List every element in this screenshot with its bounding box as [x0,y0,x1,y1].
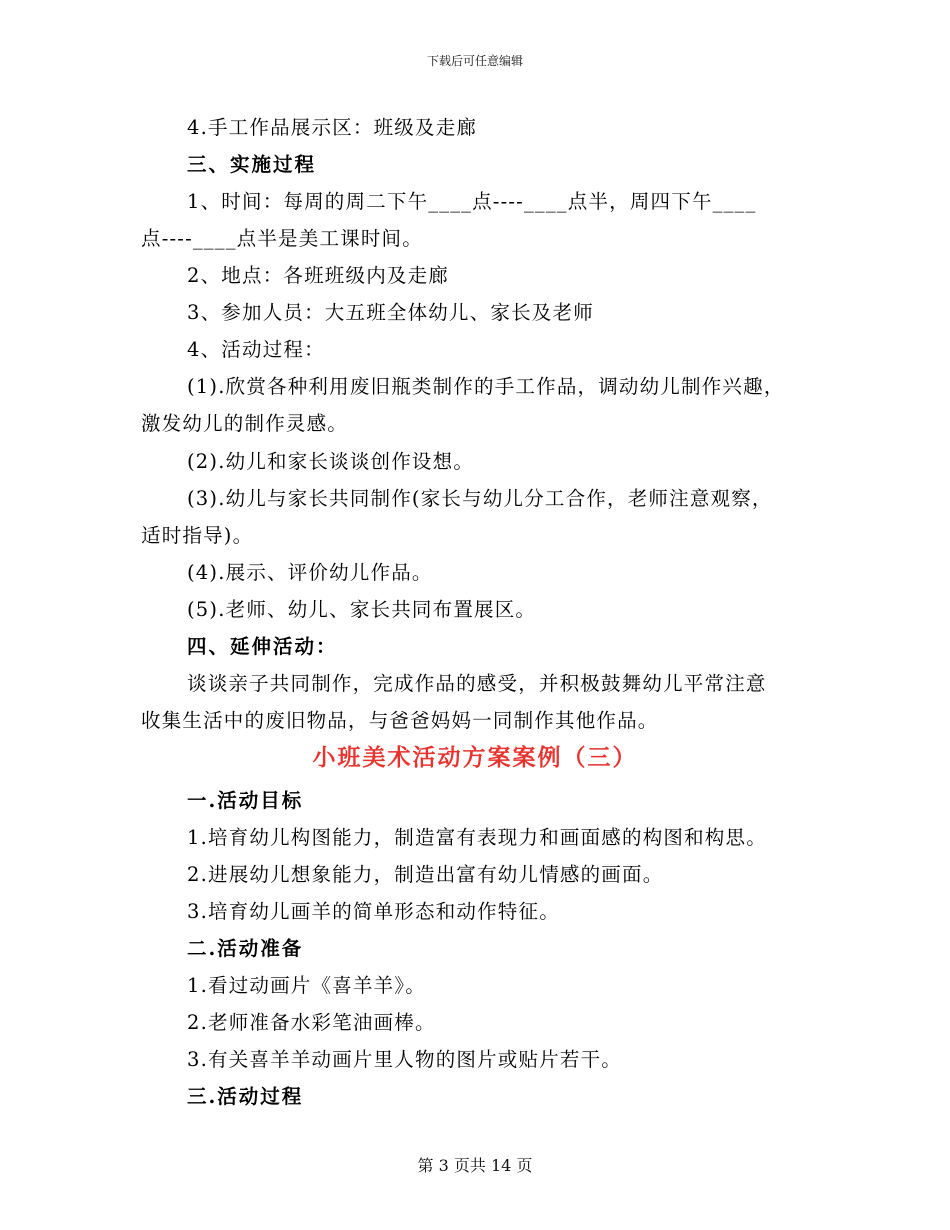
paragraph-line: 激发幼儿的制作灵感。 [141,412,349,435]
page-footer: 第 3 页共 14 页 [417,1156,533,1175]
paragraph-line: 2.老师准备水彩笔油画棒。 [187,1011,436,1034]
section-title: 小班美术活动方案案例（三） [312,744,638,771]
paragraph-line: 点----____点半是美工课时间。 [141,227,423,250]
paragraph-line: 1.培育幼儿构图能力，制造富有表现力和画面感的构图和构思。 [187,826,767,849]
paragraph-line: 谈谈亲子共同制作，完成作品的感受，并积极鼓舞幼儿平常注意 [187,672,767,695]
paragraph-line: (5).老师、幼儿、家长共同布置展区。 [187,598,537,621]
paragraph-line: 4.手工作品展示区：班级及走廊 [187,116,478,139]
paragraph-line: (3).幼儿与家长共同制作(家长与幼儿分工合作，老师注意观察， [187,487,773,510]
paragraph-line: 3.培育幼儿画羊的简单形态和动作特征。 [187,900,560,923]
paragraph-line: 2.进展幼儿想象能力，制造出富有幼儿情感的画面。 [187,863,664,886]
paragraph-line: 1.看过动画片《喜羊羊》。 [187,974,426,997]
paragraph-line: 3、参加人员：大五班全体幼儿、家长及老师 [187,301,594,324]
paragraph-line: 1、时间：每周的周二下午____点----____点半，周四下午____ [187,190,757,213]
paragraph-line: 4、活动过程： [187,338,325,361]
section-heading: 一.活动目标 [187,789,304,812]
section-heading: 三、实施过程 [187,153,317,176]
paragraph-line: 2、地点：各班班级内及走廊 [187,264,450,287]
paragraph-line: (4).展示、评价幼儿作品。 [187,561,433,584]
paragraph-line: (2).幼儿和家长谈谈创作设想。 [187,450,475,473]
section-heading: 三.活动过程 [187,1085,304,1108]
paragraph-line: 3.有关喜羊羊动画片里人物的图片或贴片若干。 [187,1048,623,1071]
section-heading: 四、延伸活动： [187,635,338,658]
paragraph-line: 收集生活中的废旧物品，与爸爸妈妈一同制作其他作品。 [141,709,659,732]
paragraph-line: (1).欣赏各种利用废旧瓶类制作的手工作品，调动幼儿制作兴趣， [187,375,785,398]
page-header: 下载后可任意编辑 [426,54,523,68]
section-heading: 二.活动准备 [187,937,304,960]
paragraph-line: 适时指导)。 [141,524,254,547]
